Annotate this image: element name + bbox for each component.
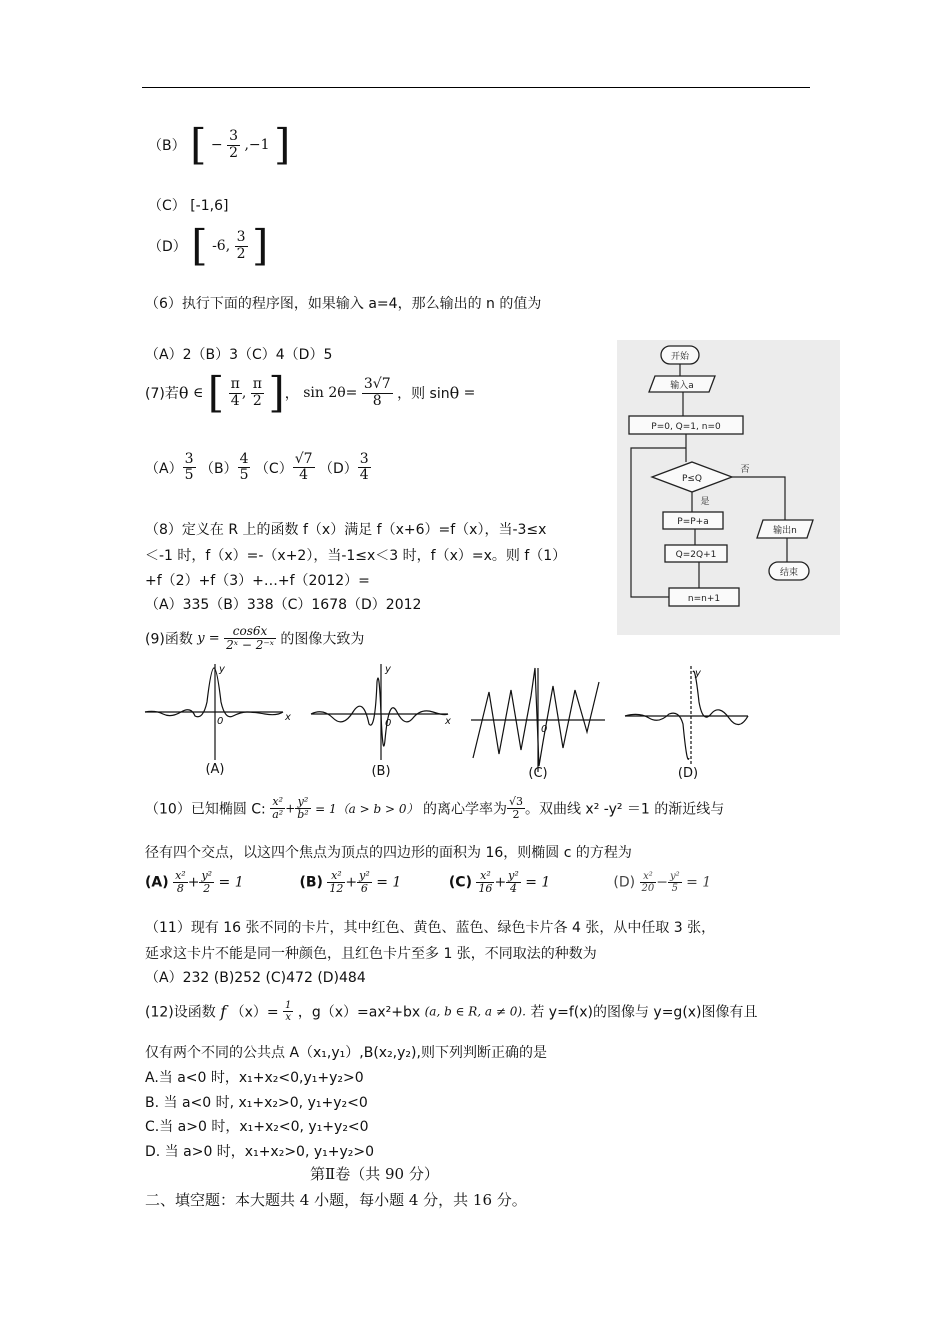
- q10-question: （10）已知椭圆 C: $\frac{\text{x²}}{\text{a²}}$ + $\frac{\text{y²}}{\text{b²}}$ = 1（a > b > 0） 的离心学率为 $\frac{√3}{2}$ 。双曲线 x² -y² ＝1 的渐近线与: [145, 795, 725, 822]
- graph-b-curve: [311, 678, 448, 746]
- flowchart-output-label: 输出n: [773, 526, 797, 536]
- q12-option-d: D. 当 a>0 时，x₁+x₂>0, y₁+y₂>0: [145, 1144, 375, 1160]
- flowchart-start-label: 开始: [670, 352, 690, 362]
- q6-options: （A）2（B）3（C）4（D）5: [145, 347, 333, 363]
- flowchart-input-label: 输入a: [670, 381, 694, 391]
- flowchart-step1-label: P=P+a: [677, 517, 709, 527]
- q12-option-b: B. 当 a<0 时, x₁+x₂>0, y₁+y₂<0: [145, 1095, 368, 1111]
- graph-a-x-label: x: [285, 712, 291, 723]
- q6-text: （6）执行下面的程序图，如果输入 a=4，那么输出的 n 的值为: [145, 296, 542, 312]
- q5-option-b: （B） [ − $\frac{3}{2}$ ,−1 ]: [148, 120, 291, 169]
- q11-line2: 延求这卡片不能是同一种颜色，且红色卡片至多 1 张，不同取法的种数为: [145, 946, 597, 962]
- graph-b-caption: (B): [371, 764, 391, 779]
- q12-option-c: C.当 a>0 时，x₁+x₂<0, y₁+y₂<0: [145, 1119, 369, 1135]
- q7-options: （A） $\frac{3}{5}$ （B） $\frac{4}{5}$ （C） $\frac{√7}{4}$ （D） $\frac{3}{4}$: [145, 451, 369, 484]
- graph-c-origin-label: 0: [541, 724, 548, 735]
- header-rule: [142, 87, 810, 88]
- graph-d-caption: (D): [677, 766, 699, 781]
- q8-line2: ＜-1 时，f（x）=-（x+2），当-1≤x＜3 时，f（x）=x。则 f（1）: [145, 548, 567, 564]
- flowchart-diagram: [617, 340, 840, 635]
- flowchart-end-label: 结束: [779, 568, 799, 578]
- q10-line2: 径有四个交点，以这四个焦点为顶点的四边形的面积为 16，则椭圆 c 的方程为: [145, 845, 632, 861]
- graph-a-y-label: y: [219, 664, 225, 675]
- graph-c-caption: (C): [528, 766, 548, 781]
- graph-a-caption: (A): [205, 762, 225, 777]
- q8-line1: （8）定义在 R 上的函数 f（x）满足 f（x+6）=f（x），当-3≤x: [145, 522, 547, 538]
- graph-a-curve: [145, 668, 283, 717]
- q5-option-d: （D） [ -6, $\frac{3}{2}$ ]: [148, 221, 269, 270]
- q8-options: （A）335（B）338（C）1678（D）2012: [145, 597, 422, 613]
- q11-options: （A）232 (B)252 (C)472 (D)484: [145, 970, 366, 986]
- graph-a-origin-label: 0: [217, 716, 224, 727]
- graph-d-y-label: y: [695, 668, 701, 679]
- q5-option-c: （C） [-1,6]: [148, 198, 229, 214]
- q12-option-a: A.当 a<0 时，x₁+x₂<0,y₁+y₂>0: [145, 1070, 364, 1086]
- q9-graphs: [143, 662, 753, 782]
- graph-d-curve: [625, 671, 748, 759]
- q11-line1: （11）现有 16 张不同的卡片，其中红色、黄色、蓝色、绿色卡片各 4 张，从中任取 3 张，: [145, 920, 716, 936]
- q10-options: (A) $\frac{\text{x²}}{8}$ + $\frac{\text{y²}}{2}$ = 1 (B) $\frac{\text{x²}}{12}$ + $\frac{\text{y²}}{6}$ = 1 (C) $\frac{\text{x²}}{16}$ + $\frac{\text{y²}}{4}$ = 1 (D) $\frac{\text{x²}}{20}$ − $\frac{\text{y²}}{5}$ = 1: [145, 869, 712, 896]
- flowchart-step2-label: Q=2Q+1: [675, 550, 717, 560]
- q12-line2: 仅有两个不同的公共点 A（x₁,y₁）,B(x₂,y₂),则下列判断正确的是: [145, 1045, 547, 1061]
- graph-b-y-label: y: [385, 664, 391, 675]
- flowchart-yes-label: 是: [700, 497, 710, 507]
- q9-question: (9)函数 y = $\frac{\cos 6x}{\text{2ˣ − 2⁻ˣ}}$ 的图像大致为: [145, 624, 365, 653]
- section-heading: 二、填空题：本大题共 4 小题，每小题 4 分，共 16 分。: [145, 1191, 527, 1209]
- flowchart-no-label: 否: [740, 465, 750, 475]
- q12-question: (12)设函数 f （x）= $\frac{1}{x}$ ，g（x）=ax²+bx (a, b ∈ R, a ≠ 0). 若 y=f(x)的图像与 y=g(x)图像有且: [145, 1000, 758, 1023]
- flowchart-condition-label: P≤Q: [681, 474, 703, 484]
- flowchart-init-label: P=0, Q=1, n=0: [651, 422, 721, 432]
- graph-c-curve: [473, 668, 599, 766]
- graph-b-origin-label: 0: [385, 718, 392, 729]
- q7-question: (7)若θ ∈ [ $\frac{\pi}{4}$ , $\frac{\pi}{2}$ ]， sin 2θ= $\frac{3√7}{8}$ ，则 sinθ =: [145, 368, 476, 417]
- q8-line3: +f（2）+f（3）+…+f（2012）=: [145, 573, 370, 589]
- part2-title: 第Ⅱ卷（共 90 分）: [310, 1165, 439, 1183]
- graph-b-x-label: x: [445, 716, 451, 727]
- flowchart-step3-label: n=n+1: [687, 594, 721, 604]
